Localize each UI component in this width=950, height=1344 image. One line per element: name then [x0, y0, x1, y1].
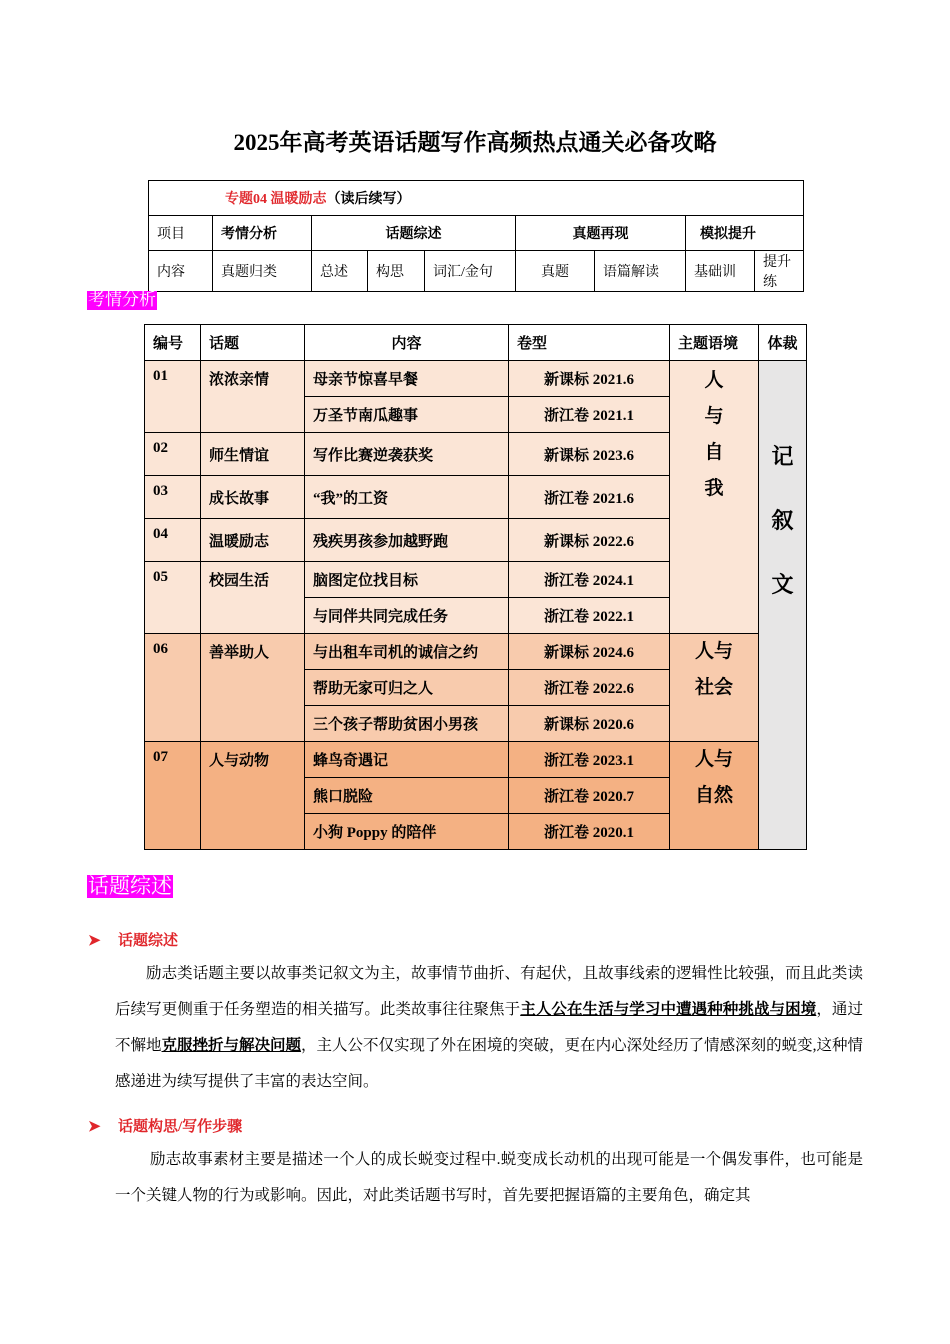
row-content: 与出租车司机的诚信之约	[305, 634, 509, 670]
topic-overview-table	[148, 180, 804, 292]
tab-topic-overview: 话题综述	[312, 216, 516, 251]
row-paper: 新课标 2024.6	[509, 634, 670, 670]
row-paper: 浙江卷 2024.1	[509, 562, 670, 598]
row-paper: 浙江卷 2022.6	[509, 670, 670, 706]
tab-simulation: 模拟提升	[686, 216, 804, 251]
topic-heading: 专题04 温暖励志	[225, 192, 327, 207]
cell-basic-training: 基础训	[686, 251, 755, 292]
exam-analysis-table	[144, 324, 807, 850]
arrow-bullet-icon: ➤	[88, 1119, 101, 1135]
underlined-phrase: 主人公在生活与学习中遭遇种种挑战与困境	[520, 1001, 817, 1018]
row-number: 07	[145, 742, 201, 850]
row-content: 残疾男孩参加越野跑	[305, 519, 509, 562]
genre-narrative: 记 叙 文	[759, 361, 807, 850]
row-paper: 新课标 2022.6	[509, 519, 670, 562]
cell-conception: 构思	[368, 251, 425, 292]
section-exam-analysis-title: 考情分析	[88, 290, 156, 309]
bullet-topic-overview: ➤ 话题综述	[88, 933, 179, 949]
arrow-bullet-icon: ➤	[88, 933, 101, 949]
row-topic: 浓浓亲情	[201, 361, 305, 433]
row-paper: 浙江卷 2020.1	[509, 814, 670, 850]
theme-self: 人 与 自 我	[670, 361, 759, 634]
row-content: 三个孩子帮助贫困小男孩	[305, 706, 509, 742]
row-content: 与同伴共同完成任务	[305, 598, 509, 634]
row-label-item: 项目	[149, 216, 213, 251]
header-content: 内容	[305, 325, 509, 361]
paragraph-topic-overview: 励志类话题主要以故事类记叙文为主，故事情节曲折、有起伏，且故事线索的逻辑性比较强，而且此类读后续写更侧重于任务塑造的相关描写。此类故事往往聚焦于主人公在生活与学习中遭遇种种挑战与困境，通过不懈地克服挫折与解决问题，主人公不仅实现了外在困境的突破，更在内心深处经历了情感深刻的蜕变,这种情感递进为续写提供了丰富的表达空间。	[115, 965, 863, 1090]
cell-real-question: 真题	[516, 251, 595, 292]
row-number: 04	[145, 519, 201, 562]
row-paper: 浙江卷 2021.6	[509, 476, 670, 519]
row-paper: 浙江卷 2021.1	[509, 397, 670, 433]
section-topic-overview-title: 话题综述	[88, 874, 172, 898]
row-content: 帮助无家可归之人	[305, 670, 509, 706]
row-topic: 校园生活	[201, 562, 305, 634]
header-paper: 卷型	[509, 325, 670, 361]
document-title: 2025年高考英语话题写作高频热点通关必备攻略	[233, 130, 717, 155]
theme-nature: 人与 自然	[670, 742, 759, 850]
row-topic: 人与动物	[201, 742, 305, 850]
row-content: 写作比赛逆袭获奖	[305, 433, 509, 476]
row-content: 蜂鸟奇遇记	[305, 742, 509, 778]
header-theme: 主题语境	[670, 325, 759, 361]
topic-subheading: （读后续写）	[326, 192, 411, 207]
cell-improvement: 提升练	[755, 251, 804, 292]
topic-heading-cell	[149, 181, 804, 216]
tab-real-questions: 真题再现	[516, 216, 686, 251]
row-paper: 浙江卷 2020.7	[509, 778, 670, 814]
header-topic: 话题	[201, 325, 305, 361]
row-topic: 师生情谊	[201, 433, 305, 476]
row-content: 母亲节惊喜早餐	[305, 361, 509, 397]
row-topic: 成长故事	[201, 476, 305, 519]
bullet-writing-steps: ➤ 话题构思/写作步骤	[88, 1119, 243, 1135]
row-content: 熊口脱险	[305, 778, 509, 814]
underlined-phrase: 克服挫折与解决问题	[161, 1037, 302, 1054]
header-number: 编号	[145, 325, 201, 361]
row-number: 03	[145, 476, 201, 519]
row-number: 01	[145, 361, 201, 433]
row-paper: 新课标 2020.6	[509, 706, 670, 742]
row-number: 05	[145, 562, 201, 634]
row-paper: 新课标 2021.6	[509, 361, 670, 397]
header-genre: 体裁	[759, 325, 807, 361]
theme-society: 人与 社会	[670, 634, 759, 742]
row-content: 脑图定位找目标	[305, 562, 509, 598]
row-paper: 浙江卷 2023.1	[509, 742, 670, 778]
tab-exam-analysis: 考情分析	[213, 216, 312, 251]
paragraph-writing-steps: 励志故事素材主要是描述一个人的成长蜕变过程中.蜕变成长动机的出现可能是一个偶发事件，也可能是一个关键人物的行为或影响。因此，对此类话题书写时，首先要把握语篇的主要角色，确定其	[115, 1151, 863, 1204]
cell-summary: 总述	[312, 251, 368, 292]
row-topic: 温暖励志	[201, 519, 305, 562]
row-content: 万圣节南瓜趣事	[305, 397, 509, 433]
row-number: 02	[145, 433, 201, 476]
cell-classification: 真题归类	[213, 251, 312, 292]
row-topic: 善举助人	[201, 634, 305, 742]
cell-discourse: 语篇解读	[595, 251, 686, 292]
row-content: “我”的工资	[305, 476, 509, 519]
cell-vocabulary: 词汇/金句	[425, 251, 516, 292]
row-number: 06	[145, 634, 201, 742]
row-label-content: 内容	[149, 251, 213, 292]
row-paper: 浙江卷 2022.1	[509, 598, 670, 634]
row-content: 小狗 Poppy 的陪伴	[305, 814, 509, 850]
row-paper: 新课标 2023.6	[509, 433, 670, 476]
